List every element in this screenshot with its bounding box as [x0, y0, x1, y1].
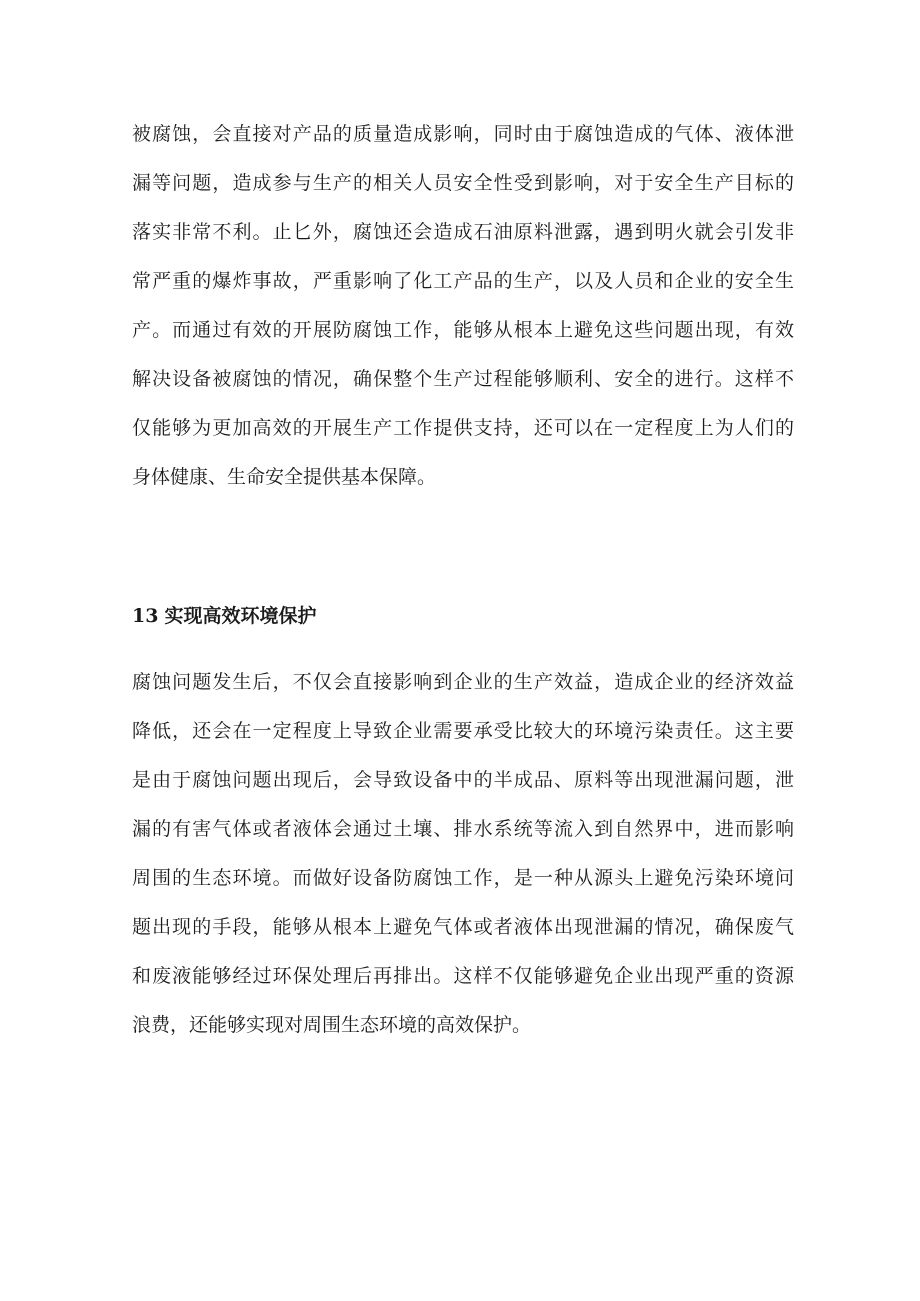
- paragraph-2-line: 浪费，还能够实现对周围生态环境的高效保护。: [132, 1014, 532, 1036]
- paragraph-2: [132, 658, 794, 1050]
- paragraph-1-line: 被腐蚀，会直接对产品的质量造成影响，同时由于腐蚀造成的气体、液体泄: [132, 123, 794, 145]
- paragraph-1-line: 解决设备被腐蚀的情况，确保整个生产过程能够顺利、安全的进行。这样不: [132, 368, 794, 390]
- paragraph-1-line: 漏等问题，造成参与生产的相关人员安全性受到影响，对于安全生产目标的: [132, 172, 794, 194]
- paragraph-2-line: 和废液能够经过环保处理后再排出。这样不仅能够避免企业出现严重的资源: [132, 965, 794, 987]
- paragraph-2-line: 降低，还会在一定程度上导致企业需要承受比较大的环境污染责任。这主要: [132, 720, 794, 742]
- paragraph-1-line: 仅能够为更加高效的开展生产工作提供支持，还可以在一定程度上为人们的: [132, 417, 794, 439]
- paragraph-1: [132, 110, 794, 502]
- section-title: 实现高效环境保护: [164, 605, 317, 627]
- paragraph-1-line: 产。而通过有效的开展防腐蚀工作，能够从根本上避免这些问题出现，有效: [132, 319, 794, 341]
- paragraph-1-line: 常严重的爆炸事故，严重影响了化工产品的生产，以及人员和企业的安全生: [132, 270, 794, 292]
- paragraph-2-line: 漏的有害气体或者液体会通过土壤、排水系统等流入到自然界中，进而影响: [132, 818, 794, 840]
- paragraph-2-line: 题出现的手段，能够从根本上避免气体或者液体出现泄漏的情况，确保废气: [132, 916, 794, 938]
- section-heading: [132, 596, 316, 636]
- section-number: 13: [132, 605, 159, 627]
- paragraph-2-line: 腐蚀问题发生后，不仅会直接影响到企业的生产效益，造成企业的经济效益: [132, 671, 794, 693]
- paragraph-2-line: 是由于腐蚀问题出现后，会导致设备中的半成品、原料等出现泄漏问题，泄: [132, 769, 794, 791]
- paragraph-2-line: 周围的生态环境。而做好设备防腐蚀工作，是一种从源头上避免污染环境问: [132, 867, 794, 889]
- paragraph-1-line: 身体健康、生命安全提供基本保障。: [132, 466, 437, 488]
- paragraph-1-line: 落实非常不利。止匕外，腐蚀还会造成石油原料泄露，遇到明火就会引发非: [132, 221, 794, 243]
